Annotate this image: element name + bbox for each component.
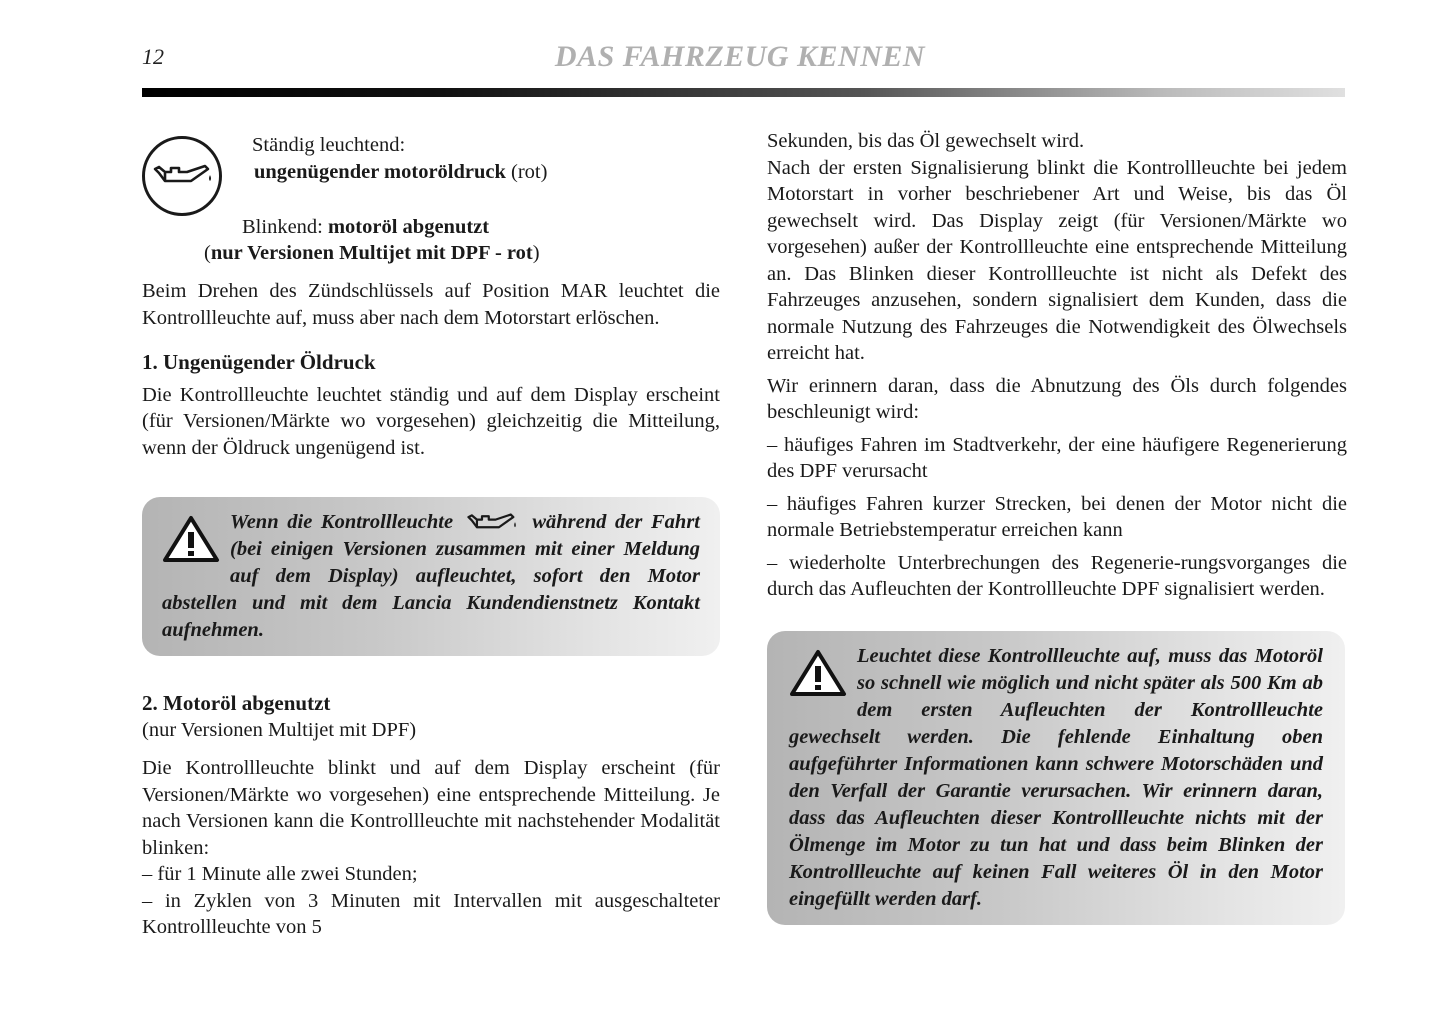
right-paragraph-2: Nach der ersten Signalisierung blinkt die Kontrollleuchte bei jedem Motorstart in vorher beschriebener Art und Weise, bis das Öl gewechselt wird. Das Display zeigt (für Versionen/Märkte wo vorgesehen) außer der Kontrollleuchte eine entsprechende Mitteilung an. Das Blinken dieser Kontrollleuchte ist nicht als Defekt des Fahrzeuges anzusehen, sondern signalisiert dem Kunden, dass die normale Nutzung des Fahrzeuges die Notwendigkeit des Ölwechsels erreicht hat.	[767, 156, 1347, 364]
oil-worn-paragraph: Die Kontrollleuchte blinkt und auf dem Display erscheint (für Versionen/Märkte wo vorgesehen) eine entsprechende Mitteilung. Je nach Versionen kann die Kontrollleuchte mit nachstehender Modalität blinken:	[142, 757, 720, 859]
intro-paragraph: Beim Drehen des Zündschlüssels auf Position MAR leuchtet die Kontrollleuchte auf, muss aber nach dem Motorstart erlöschen.	[142, 280, 720, 329]
header-rule	[142, 88, 1345, 97]
oil-pressure-paragraph: Die Kontrollleuchte leuchtet ständig und auf dem Display erscheint (für Versionen/Märkte wo vorgesehen) gleichzeitig die Mitteilung, wenn der Öldruck ungenügend ist.	[142, 383, 720, 459]
section-title: DAS FAHRZEUG KENNEN	[554, 40, 926, 73]
lamp-steady-meaning	[254, 159, 547, 186]
heading-oil-worn: 2. Motoröl abgenutzt	[142, 691, 331, 715]
oil-can-icon	[464, 512, 522, 534]
warning-text-oil-change: Leuchtet diese Kontrollleuchte auf, muss das Motoröl so schnell wie möglich und nicht später als 500 Km ab dem ersten Aufleuchten der Kontrollleuchte gewechselt werden. Die fehlende Einhaltung oben aufgeführter Informationen kann schwere Motorschäden und den Verfall der Garantie verursachen. Wir erinnern daran, dass das Aufleuchten dieser Kontrollleuchte nichts mit der Ölmenge im Motor zu tun hat und dass beim Blinken der Kontrollleuchte auf keinen Fall weiteres Öl in den Motor eingefüllt werden darf.	[789, 644, 1323, 910]
lamp-steady-color: (rot)	[511, 161, 548, 183]
oil-lamp-block	[142, 128, 720, 268]
bullet-city-driving: – häufiges Fahren im Stadtverkehr, der eine häufigere Regenerierung des DPF verursacht	[767, 433, 1347, 482]
warning-text-before: Wenn die Kontrollleuchte	[230, 511, 454, 533]
lamp-blink-label	[242, 214, 489, 241]
lamp-blink-prefix: Blinkend:	[242, 216, 323, 238]
bullet-regeneration: – wiederholte Unterbrechungen des Regenerie-rungsvorganges die durch das Aufleuchten der Kontrollleuchte DPF signalisiert werden.	[767, 551, 1347, 600]
right-paragraph-1: Sekunden, bis das Öl gewechselt wird.	[767, 130, 1085, 152]
lamp-steady-meaning-bold: ungenügender motoröldruck	[254, 161, 506, 183]
warning-triangle-icon	[789, 649, 847, 697]
heading-oil-worn-sub: (nur Versionen Multijet mit DPF)	[142, 718, 417, 741]
heading-oil-pressure: 1. Ungenügender Öldruck	[142, 350, 376, 374]
warning-box-stop-engine	[142, 497, 720, 656]
lamp-steady-label: Ständig leuchtend:	[252, 134, 406, 156]
left-column	[142, 128, 720, 941]
paren-open: (	[204, 242, 211, 264]
page-number: 12	[142, 44, 164, 69]
lamp-blink-versions	[204, 240, 540, 267]
right-column	[767, 128, 1347, 925]
lamp-blink-versions-text: nur Versionen Multijet mit DPF - rot	[210, 242, 533, 264]
oil-pressure-icon	[142, 136, 222, 216]
bullet-short-trips: – häufiges Fahren kurzer Strecken, bei denen der Motor nicht die normale Betriebstemperatur erreichen kann	[767, 492, 1347, 541]
warning-triangle-icon	[162, 515, 220, 563]
paren-close: )	[532, 242, 540, 264]
list-item-1: – für 1 Minute alle zwei Stunden;	[142, 863, 418, 885]
list-item-2: – in Zyklen von 3 Minuten mit Intervallen mit ausgeschalteter Kontrollleuchte von 5	[142, 889, 720, 938]
lamp-blink-meaning: motoröl abgenutzt	[327, 216, 490, 238]
right-paragraph-3: Wir erinnern daran, dass die Abnutzung des Öls durch folgendes beschleunigt wird:	[767, 374, 1347, 423]
warning-text-after: während der Fahrt (bei einigen Versionen zusammen mit einer Meldung auf dem Display) aufleuchtet, sofort den Motor abstellen und mit dem Lancia Kundendienstnetz Kontakt aufnehmen.	[162, 511, 700, 641]
warning-box-oil-change	[767, 631, 1345, 925]
